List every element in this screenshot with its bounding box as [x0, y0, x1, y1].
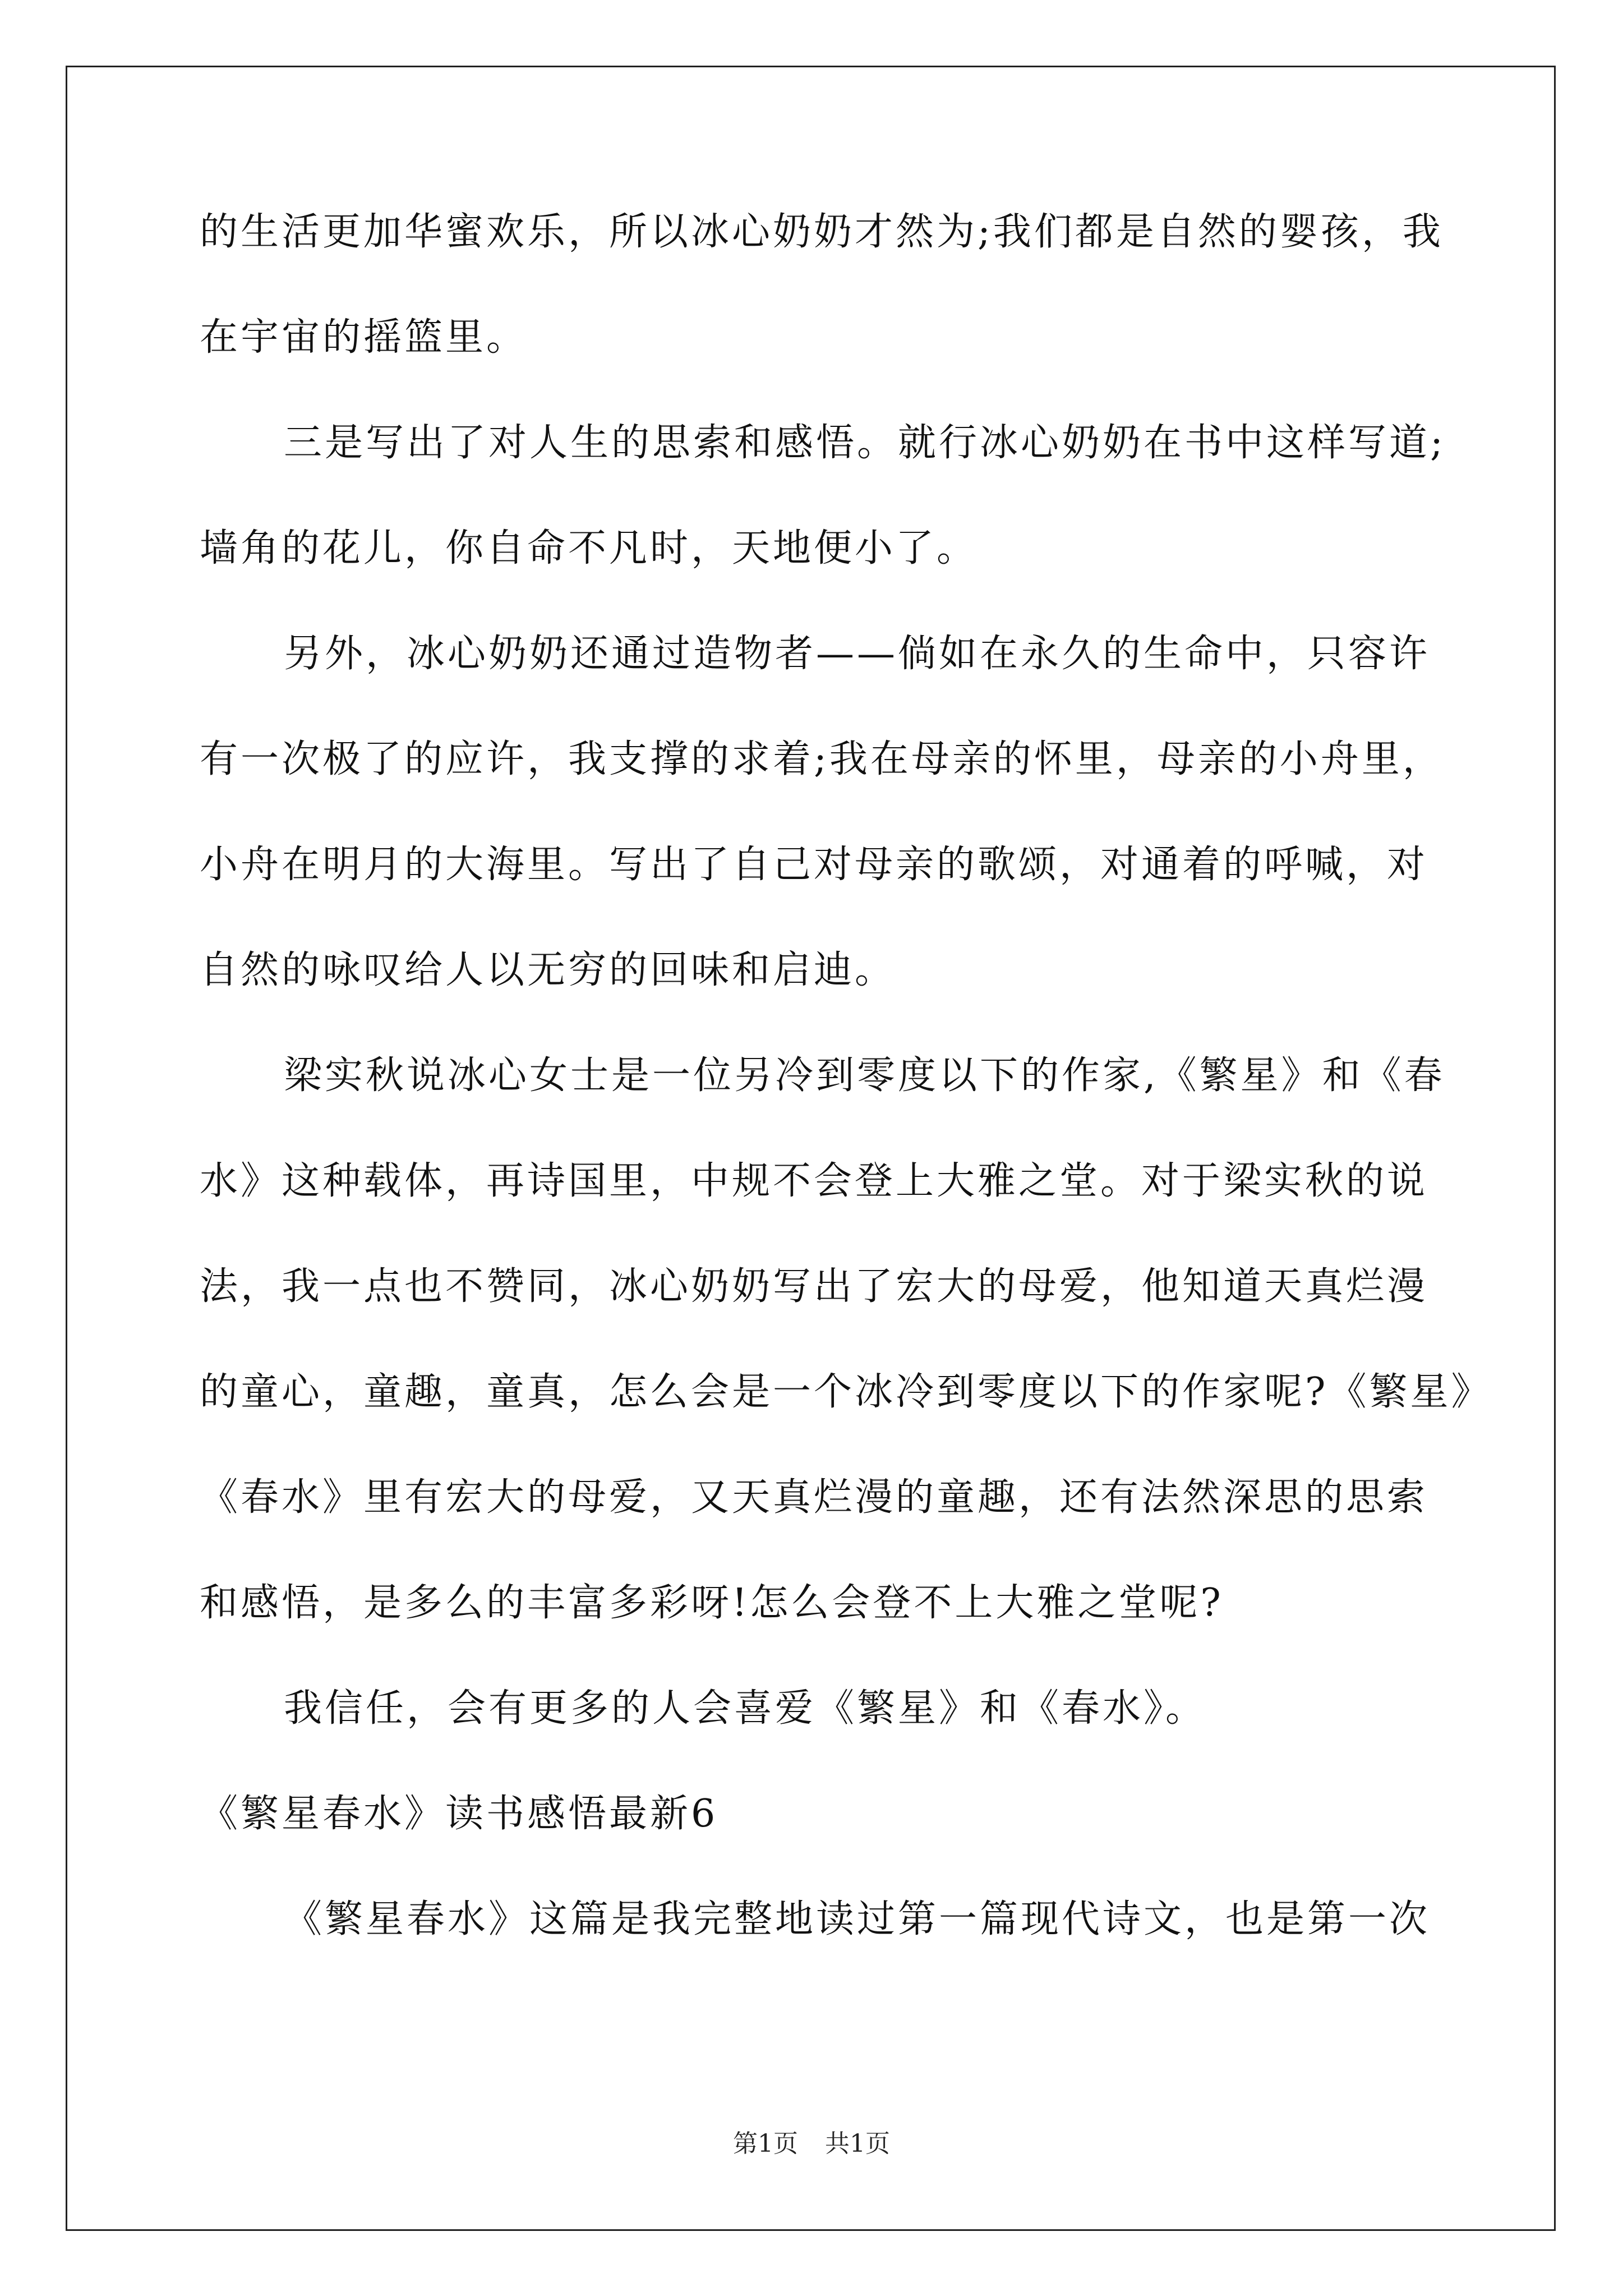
text-line: 的生活更加华蜜欢乐，所以冰心奶奶才然为;我们都是自然的婴孩，我	[200, 210, 1444, 254]
page-number: 第1页	[733, 2129, 798, 2158]
text-line: 自然的咏叹给人以无穷的回味和启迪。	[200, 948, 896, 992]
page-footer	[0, 2129, 1623, 2158]
text-line: 有一次极了的应许，我支撑的求着;我在母亲的怀里，母亲的小舟里，	[200, 737, 1444, 781]
text-line: 法，我一点也不赞同，冰心奶奶写出了宏大的母爱，他知道天真烂漫	[200, 1264, 1428, 1309]
page-total: 共1页	[825, 2129, 890, 2158]
text-line: 《春水》里有宏大的母爱，又天真烂漫的童趣，还有法然深思的思索	[200, 1475, 1428, 1520]
text-line: 墙角的花儿，你自命不凡时，天地便小了。	[200, 526, 978, 570]
paragraph-start: 《繁星春水》这篇是我完整地读过第一篇现代诗文，也是第一次	[284, 1897, 1431, 1941]
text-line: 在宇宙的摇篮里。	[200, 315, 528, 360]
text-line: 和感悟，是多么的丰富多彩呀!怎么会登不上大雅之堂呢?	[200, 1581, 1224, 1625]
paragraph-start: 另外，冰心奶奶还通过造物者——倘如在永久的生命中，只容许	[284, 632, 1431, 676]
document-body	[200, 210, 1492, 2006]
text-line: 水》这种载体，再诗国里，中规不会登上大雅之堂。对于梁实秋的说	[200, 1159, 1428, 1203]
paragraph-start: 梁实秋说冰心女士是一位另冷到零度以下的作家,《繁星》和《春	[284, 1053, 1445, 1098]
text-line: 的童心，童趣，童真，怎么会是一个冰冷到零度以下的作家呢?《繁星》	[200, 1370, 1492, 1414]
section-heading: 《繁星春水》读书感悟最新6	[200, 1792, 718, 1836]
paragraph-start: 我信任，会有更多的人会喜爱《繁星》和《春水》。	[284, 1686, 1207, 1731]
paragraph-start: 三是写出了对人生的思索和感悟。就行冰心奶奶在书中这样写道;	[284, 421, 1446, 465]
text-line: 小舟在明月的大海里。写出了自己对母亲的歌颂，对通着的呼喊，对	[200, 843, 1428, 887]
